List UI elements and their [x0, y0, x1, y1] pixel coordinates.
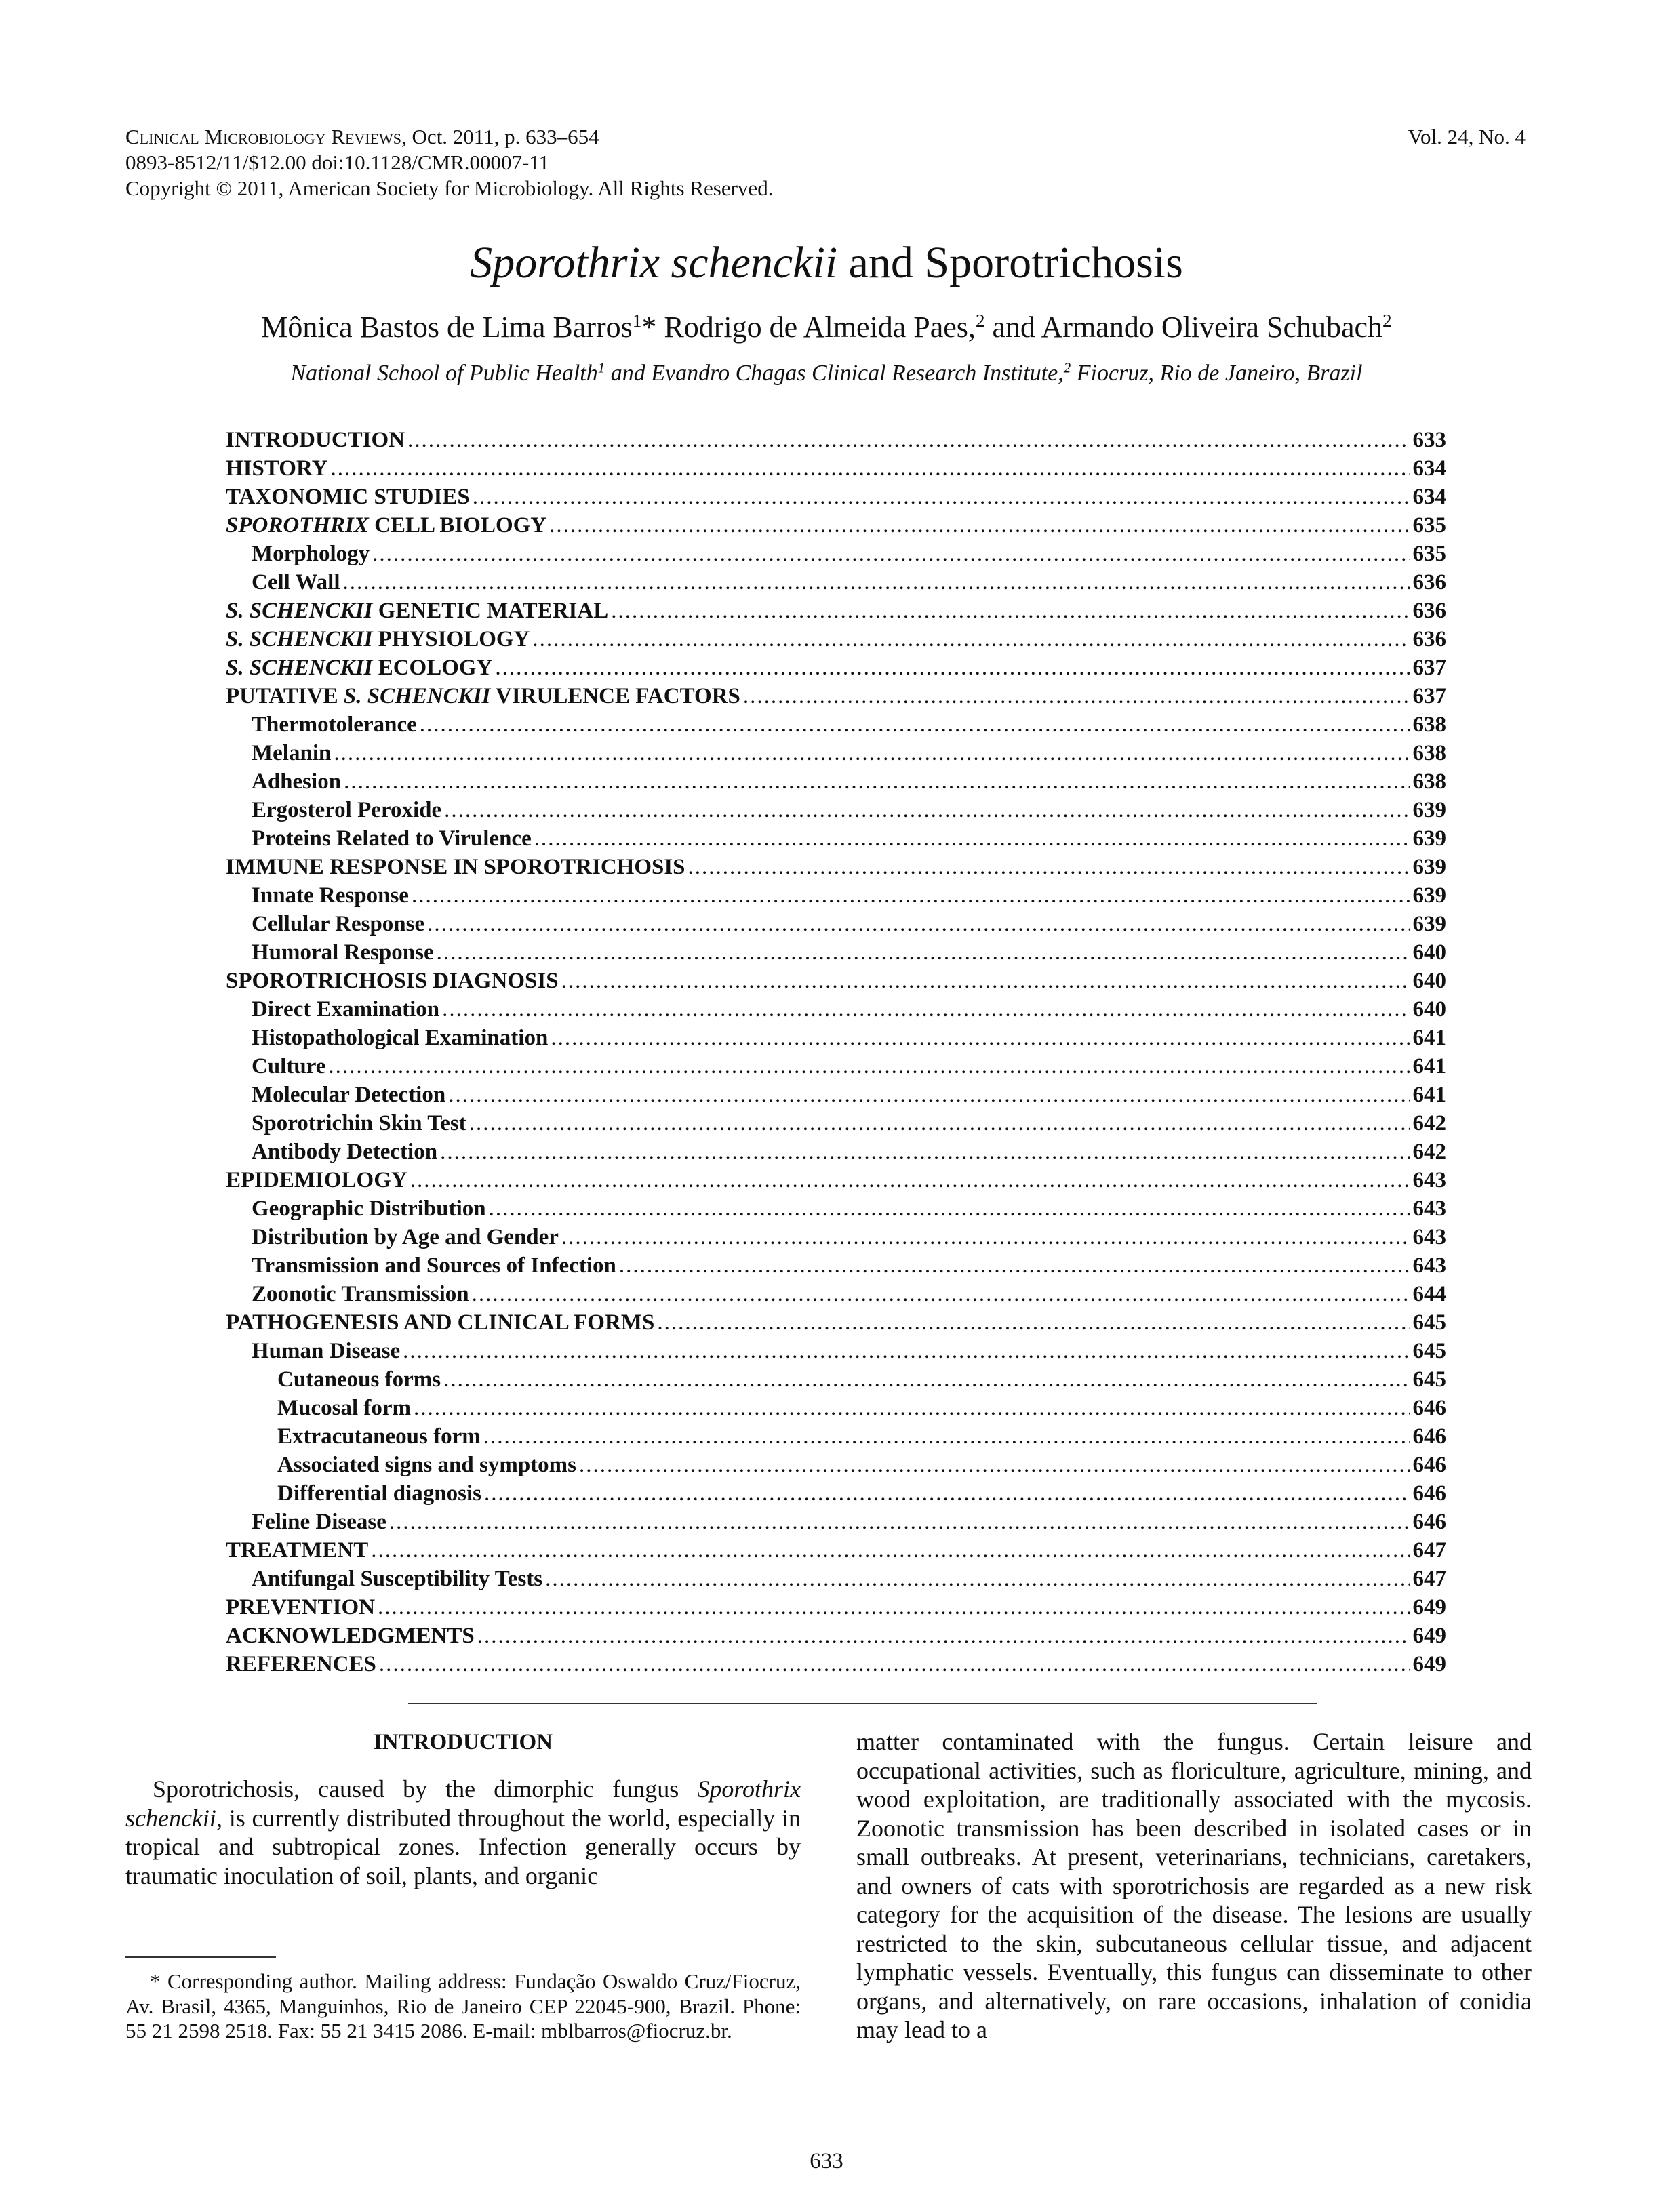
toc-entry-page: 647 — [1412, 1567, 1446, 1591]
toc-entry-page: 643 — [1412, 1168, 1446, 1192]
toc-leader-dots — [657, 1308, 1410, 1337]
toc-leader-dots — [334, 739, 1410, 767]
toc-entry — [226, 1394, 1446, 1422]
toc-entry-label: TREATMENT — [226, 1538, 369, 1563]
toc-leader-dots — [477, 1622, 1410, 1650]
toc-entry-page: 641 — [1412, 1026, 1446, 1050]
copyright: Copyright © 2011, American Society for Microbiology. All Rights Reserved. — [125, 176, 774, 200]
toc-leader-dots — [561, 1223, 1410, 1251]
toc-leader-dots — [579, 1451, 1410, 1479]
toc-leader-dots — [473, 483, 1410, 511]
toc-entry-page: 637 — [1412, 656, 1446, 680]
toc-entry-label: Mucosal form — [277, 1396, 412, 1420]
toc-entry-page: 638 — [1412, 769, 1446, 794]
toc-entry-label: Melanin — [252, 741, 332, 765]
toc-entry-label: PREVENTION — [226, 1595, 376, 1620]
toc-leader-dots — [343, 568, 1410, 597]
toc-entry-label: Innate Response — [252, 883, 409, 908]
citation: , Oct. 2011, p. 633–654 — [401, 125, 599, 148]
toc-entry-label: Zoonotic Transmission — [252, 1282, 469, 1306]
running-header — [125, 124, 1526, 201]
toc-entry — [226, 824, 1446, 853]
affiliations: National School of Public Health$^1$ and Evandro Chagas Clinical Research Institute,$^2$ Fiocruz, Rio de Janeiro, Brazil — [290, 359, 1363, 386]
toc-leader-dots — [489, 1194, 1410, 1223]
toc-leader-dots — [412, 881, 1410, 910]
article-title — [0, 236, 1653, 290]
left-column — [125, 1727, 801, 1890]
toc-entry — [226, 1308, 1446, 1337]
toc-entry-label: Histopathological Examination — [252, 1026, 549, 1050]
toc-leader-dots — [483, 1422, 1410, 1451]
toc-leader-dots — [472, 1280, 1410, 1308]
toc-leader-dots — [611, 597, 1410, 625]
toc-leader-dots — [534, 824, 1410, 853]
toc-leader-dots — [427, 910, 1410, 938]
toc-entry-page: 636 — [1412, 627, 1446, 651]
toc-entry — [226, 483, 1446, 511]
footnote-rule — [125, 1956, 276, 1958]
toc-entry — [226, 568, 1446, 597]
toc-entry-label: S. SCHENCKII GENETIC MATERIAL — [226, 599, 609, 623]
toc-leader-dots — [378, 1593, 1410, 1622]
toc-entry-label: Sporotrichin Skin Test — [252, 1111, 466, 1135]
toc-entry-label: Ergosterol Peroxide — [252, 798, 442, 822]
toc-entry — [226, 1194, 1446, 1223]
toc-entry — [226, 625, 1446, 653]
toc-entry-label: Differential diagnosis — [277, 1481, 481, 1506]
toc-entry-label: REFERENCES — [226, 1652, 376, 1676]
toc-entry — [226, 653, 1446, 682]
toc-entry-page: 643 — [1412, 1253, 1446, 1278]
toc-entry — [226, 1337, 1446, 1365]
toc-entry-label: Cell Wall — [252, 570, 340, 595]
author-1: Mônica Bastos de Lima Barros$^1$* — [261, 310, 657, 344]
toc-entry — [226, 1365, 1446, 1394]
toc-entry — [226, 967, 1446, 995]
toc-entry-label: SPOROTHRIX CELL BIOLOGY — [226, 513, 547, 538]
author-2: Rodrigo de Almeida Paes,$^2$ — [656, 310, 985, 344]
toc-entry-page: 646 — [1412, 1453, 1446, 1477]
journal-name: Clinical Microbiology Reviews — [125, 125, 402, 148]
toc-entry-label: Cellular Response — [252, 912, 425, 936]
toc-entry — [226, 853, 1446, 881]
toc-entry — [226, 1565, 1446, 1593]
toc-entry-page: 635 — [1412, 542, 1446, 566]
toc-entry-label: TAXONOMIC STUDIES — [226, 485, 470, 509]
toc-entry-label: Cutaneous forms — [277, 1367, 441, 1392]
toc-entry — [226, 796, 1446, 824]
intro-paragraph-left: Sporotrichosis, caused by the dimorphic fungus Sporothrix schenckii, is currently distributed throughout the world, especially in tropical and subtropical zones. Infection generally occurs by traumatic inoculation of soil, plants, and organic — [125, 1775, 801, 1889]
toc-entry — [226, 1593, 1446, 1622]
toc-entry-page: 649 — [1412, 1595, 1446, 1620]
toc-entry-page: 643 — [1412, 1225, 1446, 1249]
toc-entry — [226, 938, 1446, 967]
toc-entry — [226, 597, 1446, 625]
toc-entry — [226, 1081, 1446, 1109]
page-number: 633 — [810, 2149, 843, 2173]
toc-entry-label: Adhesion — [252, 769, 342, 794]
toc-entry — [226, 1508, 1446, 1536]
toc-entry-page: 640 — [1412, 997, 1446, 1022]
toc-entry-label: Extracutaneous form — [277, 1424, 481, 1449]
toc-entry-page: 635 — [1412, 513, 1446, 538]
toc-entry-label: Antibody Detection — [252, 1140, 438, 1164]
corresponding-author-footnote: * Corresponding author. Mailing address: Fundação Oswaldo Cruz/Fiocruz, Av. Brasil, 4365, Manguinhos, Rio de Janeiro CEP 22045-900, Brazil. Phone: 55 21 2598 2518. Fax: 55 21 3415 2086. E-mail: mblbarros@fiocruz.br. — [125, 1969, 801, 2043]
toc-leader-dots — [407, 426, 1410, 454]
toc-entry-label: S. SCHENCKII ECOLOGY — [226, 656, 493, 680]
toc-entry-label: Proteins Related to Virulence — [252, 826, 532, 851]
toc-entry-label: Humoral Response — [252, 940, 434, 965]
toc-entry-label: Morphology — [252, 542, 370, 566]
toc-leader-dots — [443, 1365, 1410, 1394]
toc-entry-page: 642 — [1412, 1140, 1446, 1164]
toc-entry — [226, 1138, 1446, 1166]
toc-leader-dots — [551, 1024, 1410, 1052]
toc-entry-page: 649 — [1412, 1652, 1446, 1676]
toc-entry — [226, 767, 1446, 796]
toc-entry-page: 645 — [1412, 1367, 1446, 1392]
toc-entry-page: 637 — [1412, 684, 1446, 708]
toc-leader-dots — [619, 1251, 1410, 1280]
toc-entry-label: INTRODUCTION — [226, 428, 405, 452]
toc-entry — [226, 881, 1446, 910]
toc-entry — [226, 739, 1446, 767]
toc-leader-dots — [469, 1109, 1410, 1138]
toc-divider — [408, 1703, 1317, 1704]
author-3: and Armando Oliveira Schubach$^2$ — [984, 310, 1392, 344]
toc-entry-label: Antifungal Susceptibility Tests — [252, 1567, 543, 1591]
toc-entry — [226, 1223, 1446, 1251]
toc-entry-label: HISTORY — [226, 456, 328, 481]
toc-leader-dots — [532, 625, 1410, 653]
toc-entry-label: Human Disease — [252, 1339, 401, 1363]
toc-leader-dots — [442, 995, 1410, 1024]
toc-leader-dots — [379, 1650, 1410, 1678]
title-rest: and Sporotrichosis — [837, 238, 1183, 287]
toc-entry — [226, 1451, 1446, 1479]
toc-entry-page: 639 — [1412, 883, 1446, 908]
toc-leader-dots — [545, 1565, 1410, 1593]
toc-leader-dots — [444, 796, 1410, 824]
toc-entry-page: 643 — [1412, 1197, 1446, 1221]
toc-leader-dots — [420, 710, 1410, 739]
toc-entry — [226, 1422, 1446, 1451]
toc-entry-page: 634 — [1412, 485, 1446, 509]
toc-entry-page: 639 — [1412, 798, 1446, 822]
toc-entry-page: 646 — [1412, 1424, 1446, 1449]
table-of-contents — [226, 426, 1446, 1678]
toc-entry-page: 646 — [1412, 1396, 1446, 1420]
toc-entry — [226, 1166, 1446, 1194]
toc-entry-label: SPOROTRICHOSIS DIAGNOSIS — [226, 969, 559, 993]
toc-entry-label: Molecular Detection — [252, 1083, 446, 1107]
toc-entry-label: ACKNOWLEDGMENTS — [226, 1624, 475, 1648]
toc-entry-label: Feline Disease — [252, 1510, 386, 1534]
toc-entry-label: Culture — [252, 1054, 326, 1079]
toc-entry — [226, 540, 1446, 568]
toc-entry-page: 644 — [1412, 1282, 1446, 1306]
toc-entry-page: 639 — [1412, 912, 1446, 936]
toc-leader-dots — [743, 682, 1410, 710]
toc-entry — [226, 910, 1446, 938]
toc-entry — [226, 511, 1446, 540]
toc-entry-page: 642 — [1412, 1111, 1446, 1135]
section-heading-introduction: INTRODUCTION — [373, 1730, 553, 1754]
toc-leader-dots — [440, 1138, 1410, 1166]
toc-entry-label: IMMUNE RESPONSE IN SPOROTRICHOSIS — [226, 855, 685, 879]
toc-entry-page: 641 — [1412, 1054, 1446, 1079]
author-list — [0, 308, 1653, 346]
toc-leader-dots — [448, 1081, 1410, 1109]
toc-entry-label: S. SCHENCKII PHYSIOLOGY — [226, 627, 530, 651]
toc-entry-label: PUTATIVE S. SCHENCKII VIRULENCE FACTORS — [226, 684, 740, 708]
toc-entry — [226, 1479, 1446, 1508]
toc-leader-dots — [330, 454, 1410, 483]
toc-entry — [226, 1536, 1446, 1565]
toc-entry — [226, 426, 1446, 454]
toc-entry-page: 647 — [1412, 1538, 1446, 1563]
toc-leader-dots — [403, 1337, 1410, 1365]
toc-leader-dots — [371, 1536, 1410, 1565]
toc-entry-page: 634 — [1412, 456, 1446, 481]
journal-citation-line — [125, 124, 1526, 150]
toc-entry — [226, 1024, 1446, 1052]
toc-entry-page: 641 — [1412, 1083, 1446, 1107]
toc-leader-dots — [561, 967, 1410, 995]
toc-entry — [226, 454, 1446, 483]
toc-leader-dots — [484, 1479, 1410, 1508]
toc-entry — [226, 1109, 1446, 1138]
toc-leader-dots — [372, 540, 1410, 568]
toc-entry-label: Direct Examination — [252, 997, 440, 1022]
toc-entry-page: 640 — [1412, 969, 1446, 993]
toc-entry — [226, 1650, 1446, 1678]
toc-leader-dots — [549, 511, 1410, 540]
toc-entry-page: 646 — [1412, 1510, 1446, 1534]
toc-entry-label: Thermotolerance — [252, 712, 417, 737]
toc-entry-label: Transmission and Sources of Infection — [252, 1253, 616, 1278]
toc-entry — [226, 1622, 1446, 1650]
toc-entry — [226, 1251, 1446, 1280]
volume-issue: Vol. 24, No. 4 — [1408, 125, 1526, 148]
toc-entry-page: 638 — [1412, 741, 1446, 765]
toc-entry — [226, 1280, 1446, 1308]
toc-entry-page: 638 — [1412, 712, 1446, 737]
toc-entry — [226, 995, 1446, 1024]
toc-entry-label: EPIDEMIOLOGY — [226, 1168, 407, 1192]
toc-entry-page: 639 — [1412, 826, 1446, 851]
toc-entry-page: 646 — [1412, 1481, 1446, 1506]
toc-entry-label: Geographic Distribution — [252, 1197, 486, 1221]
toc-entry — [226, 682, 1446, 710]
toc-leader-dots — [495, 653, 1410, 682]
toc-entry-page: 636 — [1412, 599, 1446, 623]
issn-doi: 0893-8512/11/$12.00 doi:10.1128/CMR.00007-11 — [125, 150, 550, 174]
toc-entry — [226, 710, 1446, 739]
toc-entry — [226, 1052, 1446, 1081]
intro-paragraph-right: matter contaminated with the fungus. Certain leisure and occupational activities, such as floriculture, agriculture, mining, and wood exploitation, are traditionally associated with the mycosis. Zoonotic transmission has been described in isolated cases or in small outbreaks. At present, veterinarians, technicians, caretakers, and owners of cats with sporotrichosis are regarded as a new risk category for the acquisition of the disease. The lesions are usually restricted to the skin, subcutaneous cellular tissue, and adjacent lymphatic vessels. Eventually, this fungus can disseminate to other organs, and alternatively, on rare occasions, inhalation of conidia may lead to a — [856, 1728, 1532, 2043]
toc-leader-dots — [437, 938, 1410, 967]
toc-entry-page: 640 — [1412, 940, 1446, 965]
right-column — [856, 1727, 1532, 2045]
toc-entry-label: Associated signs and symptoms — [277, 1453, 576, 1477]
toc-leader-dots — [389, 1508, 1410, 1536]
toc-entry-page: 645 — [1412, 1310, 1446, 1335]
toc-entry-label: Distribution by Age and Gender — [252, 1225, 559, 1249]
toc-leader-dots — [328, 1052, 1410, 1081]
toc-leader-dots — [344, 767, 1410, 796]
toc-leader-dots — [414, 1394, 1410, 1422]
toc-leader-dots — [410, 1166, 1410, 1194]
title-italic: Sporothrix schenckii — [470, 238, 838, 287]
toc-entry-page: 633 — [1412, 428, 1446, 452]
toc-entry-page: 645 — [1412, 1339, 1446, 1363]
toc-leader-dots — [688, 853, 1410, 881]
toc-entry-page: 636 — [1412, 570, 1446, 595]
toc-entry-page: 649 — [1412, 1624, 1446, 1648]
toc-entry-label: PATHOGENESIS AND CLINICAL FORMS — [226, 1310, 655, 1335]
toc-entry-page: 639 — [1412, 855, 1446, 879]
